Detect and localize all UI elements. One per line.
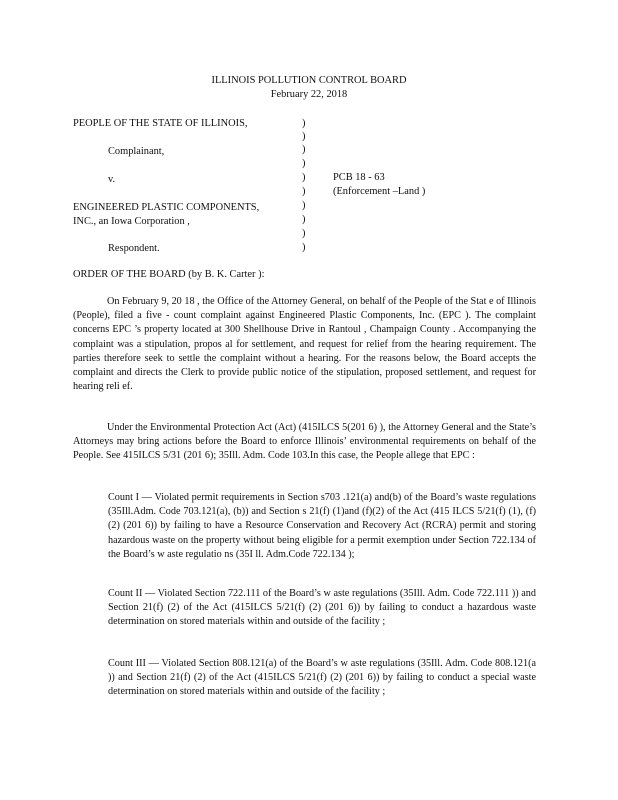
count-3: Count III — Violated Section 808.121(a) of the Board’s w aste regulations (35Ill. Adm. Code 808.121(a )) and Section 21(f) (2) of the Act (415ILCS 5/21(f) (2) (201 6)) by failing to conduct a special waste determination on stored materials within and outside of the facility ;	[108, 658, 536, 698]
caption-paren: )	[302, 118, 306, 129]
paragraph-2-text: Under the Environmental Protection Act (Act) (415ILCS 5(201 6) ), the Attorney General and the State’s Attorneys may bring actions before the Board to enforce Illinois’ environmental requirements on behalf of the People. See 415ILCS 5/31 (201 6); 35Ill. Adm. Code 103.In this case, the People allege that EPC :	[73, 422, 536, 462]
caption-paren: )	[302, 214, 306, 225]
case-type: (Enforcement –Land )	[333, 186, 426, 197]
order-heading: ORDER OF THE BOARD (by B. K. Carter ):	[73, 269, 265, 280]
defendant-corporation: INC., an Iowa Corporation ,	[73, 216, 190, 227]
plaintiff-name: PEOPLE OF THE STATE OF ILLINOIS,	[73, 118, 248, 129]
respondent-label: Respondent.	[108, 243, 160, 254]
caption-paren: )	[302, 186, 306, 197]
caption-paren: )	[302, 158, 306, 169]
caption-paren: )	[302, 172, 306, 183]
paragraph-1-text: On February 9, 20 18 , the Office of the Attorney General, on behalf of the People of the Stat e of Illinois (People), filed a five - count complaint against Engineered Plastic Components, Inc. (EPC ). The complaint concerns EPC ’s property located at 300 Shellhouse Drive in Rantoul , Champaign County . Accompanying the complaint was a stipulation, propos al for settlement, and request for relief from the hearing requirement. The parties therefore seek to settle the complaint without a hearing. For the reasons below, the Board accepts the complaint and directs the Clerk to provide public notice of the stipulation, proposed settlement, and request for hearing reli ef.	[73, 296, 536, 393]
caption-paren: )	[302, 131, 306, 142]
board-title: ILLINOIS POLLUTION CONTROL BOARD	[211, 75, 407, 86]
caption-paren: )	[302, 228, 306, 239]
count-2: Count II — Violated Section 722.111 of the Board’s w aste regulations (35Ill. Adm. Code 722.111 )) and Section 21(f) (2) of the Act (415ILCS 5/21(f) (2) (201 6)) by failing to conduct a hazardous waste determination on stored materials within and outside of the facility ;	[108, 588, 536, 628]
defendant-name: ENGINEERED PLASTIC COMPONENTS,	[73, 202, 260, 213]
complainant-label: Complainant,	[108, 146, 165, 157]
caption-paren: )	[302, 200, 306, 211]
paragraph-2	[73, 421, 536, 464]
count-1: Count I — Violated permit requirements in Section s703 .121(a) and(b) of the Board’s waste regulations (35Ill.Adm. Code 703.121(a), (b)) and Section s 21(f) (1)and (f)(2) of the Act (415 ILCS 5/21(f) (1), (f)(2) (201 6)) by failing to have a Resource Conservation and Recovery Act (RCRA) permit and storing hazardous waste on the property without being eligible for a permit exemption under Section 722.134 of the Board’s w aste regulatio ns (35I ll. Adm.Code 722.134 );	[108, 492, 536, 560]
document-date: February 22, 2018	[270, 89, 348, 100]
caption-paren: )	[302, 144, 306, 155]
versus-label: v.	[108, 174, 116, 185]
caption-paren: )	[302, 242, 306, 253]
paragraph-1	[73, 295, 536, 394]
case-number: PCB 18 - 63	[333, 172, 385, 183]
